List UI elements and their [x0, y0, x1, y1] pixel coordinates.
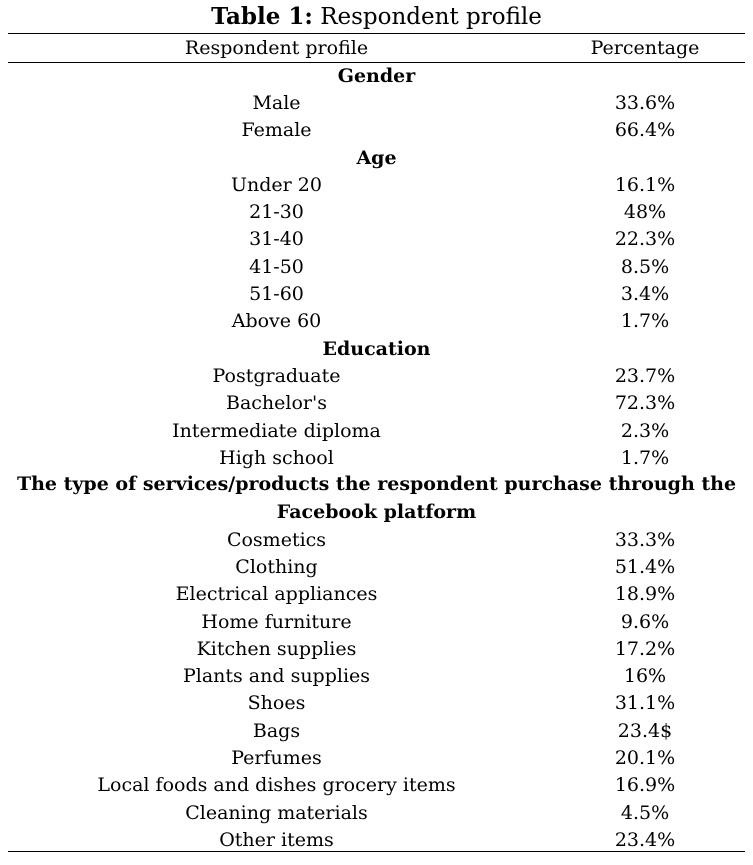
row-label: Intermediate diploma — [172, 419, 381, 442]
table-row — [8, 444, 745, 471]
row-label: Local foods and dishes grocery items — [97, 774, 456, 797]
column-header-respondent-profile: Respondent profile — [184, 37, 369, 59]
row-label: Under 20 — [231, 173, 322, 196]
row-label: Bachelor's — [226, 392, 327, 415]
section-heading-text: The type of services/products the respondent purchase through the Facebook platform — [16, 473, 737, 523]
section-heading — [8, 471, 745, 526]
row-label: Shoes — [247, 692, 306, 715]
row-label: Female — [241, 119, 312, 142]
row-label: 51-60 — [249, 283, 304, 306]
table-row — [8, 581, 745, 608]
table-row — [8, 526, 745, 553]
row-percentage: 23.7% — [614, 364, 676, 387]
table-caption-text: Respondent profile — [320, 4, 542, 30]
row-label: Kitchen supplies — [196, 637, 357, 660]
table-row — [8, 663, 745, 690]
row-percentage: 16.9% — [614, 774, 676, 797]
table-row — [8, 772, 745, 799]
row-percentage: 2.3% — [620, 419, 670, 442]
row-label: 41-50 — [249, 255, 304, 278]
row-percentage: 66.4% — [614, 119, 676, 142]
table-row — [8, 198, 745, 225]
row-percentage: 31.1% — [614, 692, 676, 715]
row-percentage: 17.2% — [614, 637, 676, 660]
row-percentage: 16.1% — [614, 173, 676, 196]
table-row — [8, 117, 745, 144]
row-percentage: 23.4% — [614, 828, 676, 851]
row-label: Clothing — [235, 555, 318, 578]
row-percentage: 8.5% — [620, 255, 670, 278]
section-heading — [8, 335, 745, 362]
row-percentage: 1.7% — [620, 446, 670, 469]
row-label: Postgraduate — [212, 364, 341, 387]
row-percentage: 48% — [623, 201, 667, 224]
table-row — [8, 171, 745, 198]
row-percentage: 18.9% — [614, 583, 676, 606]
row-percentage: 23.4$ — [617, 719, 673, 742]
row-label: Home furniture — [201, 610, 352, 633]
table-row — [8, 690, 745, 717]
column-header-percentage: Percentage — [590, 37, 700, 59]
section-heading — [8, 62, 745, 89]
table-row — [8, 744, 745, 771]
row-percentage: 72.3% — [614, 392, 676, 415]
respondent-profile-table — [8, 34, 745, 854]
table-row — [8, 280, 745, 307]
section-heading-text: Gender — [337, 64, 416, 87]
row-label: Cosmetics — [226, 528, 327, 551]
row-percentage: 3.4% — [620, 283, 670, 306]
row-label: Plants and supplies — [182, 665, 371, 688]
row-label: Male — [252, 91, 301, 114]
section-heading — [8, 144, 745, 171]
table-row — [8, 253, 745, 280]
row-label: 21-30 — [249, 201, 304, 224]
table-caption — [0, 4, 753, 30]
table-row — [8, 362, 745, 389]
table-bottom-rule — [8, 851, 745, 852]
row-percentage: 33.6% — [614, 91, 676, 114]
row-percentage: 1.7% — [620, 310, 670, 333]
row-label: Perfumes — [231, 747, 322, 770]
table-row — [8, 799, 745, 826]
table-row — [8, 553, 745, 580]
row-percentage: 20.1% — [614, 747, 676, 770]
table-row — [8, 89, 745, 116]
row-label: Bags — [252, 719, 301, 742]
row-label: Other items — [219, 828, 334, 851]
row-percentage: 33.3% — [614, 528, 676, 551]
row-percentage: 4.5% — [620, 801, 670, 824]
section-heading-text: Age — [356, 146, 397, 169]
row-label: Above 60 — [231, 310, 322, 333]
row-percentage: 9.6% — [620, 610, 670, 633]
row-label: Cleaning materials — [185, 801, 368, 824]
table-rows — [8, 62, 745, 854]
row-percentage: 22.3% — [614, 228, 676, 251]
row-label: 31-40 — [249, 228, 304, 251]
table-row — [8, 826, 745, 853]
row-label: High school — [219, 446, 334, 469]
row-percentage: 16% — [623, 665, 667, 688]
table-row — [8, 390, 745, 417]
table-row — [8, 308, 745, 335]
table-caption-label: Table 1: — [211, 3, 313, 30]
section-heading-text: Education — [322, 337, 431, 360]
row-label: Electrical appliances — [175, 583, 378, 606]
row-percentage: 51.4% — [614, 555, 676, 578]
table-row — [8, 608, 745, 635]
table-row — [8, 717, 745, 744]
table-row — [8, 226, 745, 253]
table-row — [8, 635, 745, 662]
table-row — [8, 417, 745, 444]
table-header-row — [8, 34, 745, 62]
